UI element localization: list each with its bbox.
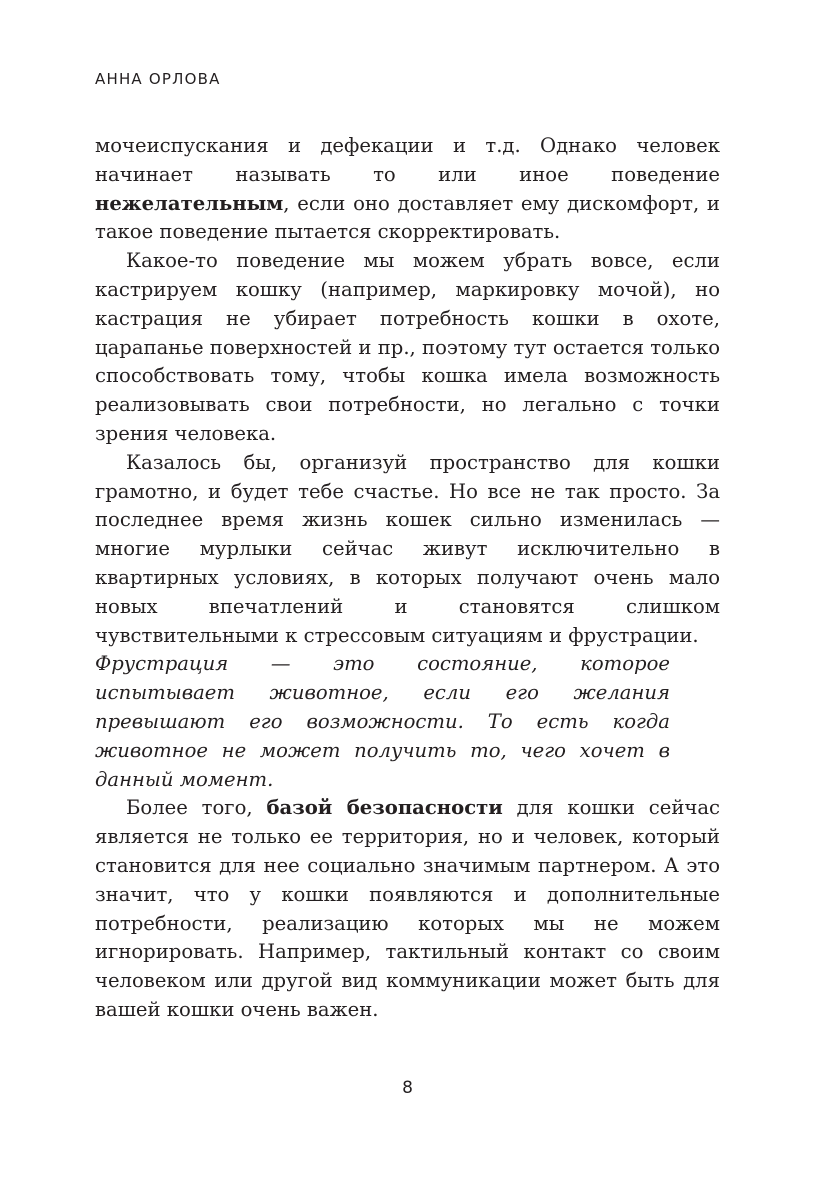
page-number: 8 [402,1078,413,1098]
paragraph-1-text-b: , если оно доставляет ему дискомфорт, и такое поведение пытается скорректировать. [95,191,720,244]
paragraph-2: Какое-то поведение мы можем убрать вовсе, если кастрируем кошку (например, маркировку мочой), но кастрация не убирает потребность кошки в охоте, царапанье поверхностей и пр., поэтому тут остается только способствовать тому, чтобы кошка имела возможность реализовывать свои потребности, но легально с точки зрения человека. [95,249,720,445]
paragraph-4-text-a: Более того, [126,796,267,820]
paragraph-4-bold-term: базой безопасности [266,796,503,820]
paragraph-4 [95,794,720,1024]
running-head: АННА ОРЛОВА [95,70,221,88]
paragraph-1-bold-term: нежелательным [95,191,284,215]
definition-quote: Фрустрация — это состояние, которое испытывает животное, если его желания превышают его возможности. То есть когда животное не может получить то, чего хочет в данный момент. [95,652,670,791]
paragraph-3: Казалось бы, организуй пространство для кошки грамотно, и будет тебе счастье. Но все не так просто. За последнее время жизнь кошек сильно изменилась — многие мурлыки сейчас живут исключительно в квартирных условиях, в которых получают очень мало новых впечатлений и становятся слишком чувствительными к стрессовым ситуациям и фрустрации. [95,450,720,647]
paragraph-4-text-b: для кошки сейчас является не только ее территория, но и человек, который становится для нее социально значимым партнером. А это значит, что у кошки появляются и дополнительные потребности, реализацию которых мы не можем игнорировать. Например, тактильный контакт со своим человеком или другой вид коммуникации может быть для вашей кошки очень важен. [95,796,720,1021]
paragraph-1-text-a: мочеиспускания и дефекации и т.д. Однако человек начинает называть то или иное поведение [95,134,720,186]
page-body [95,132,720,1025]
paragraph-1 [95,132,720,247]
